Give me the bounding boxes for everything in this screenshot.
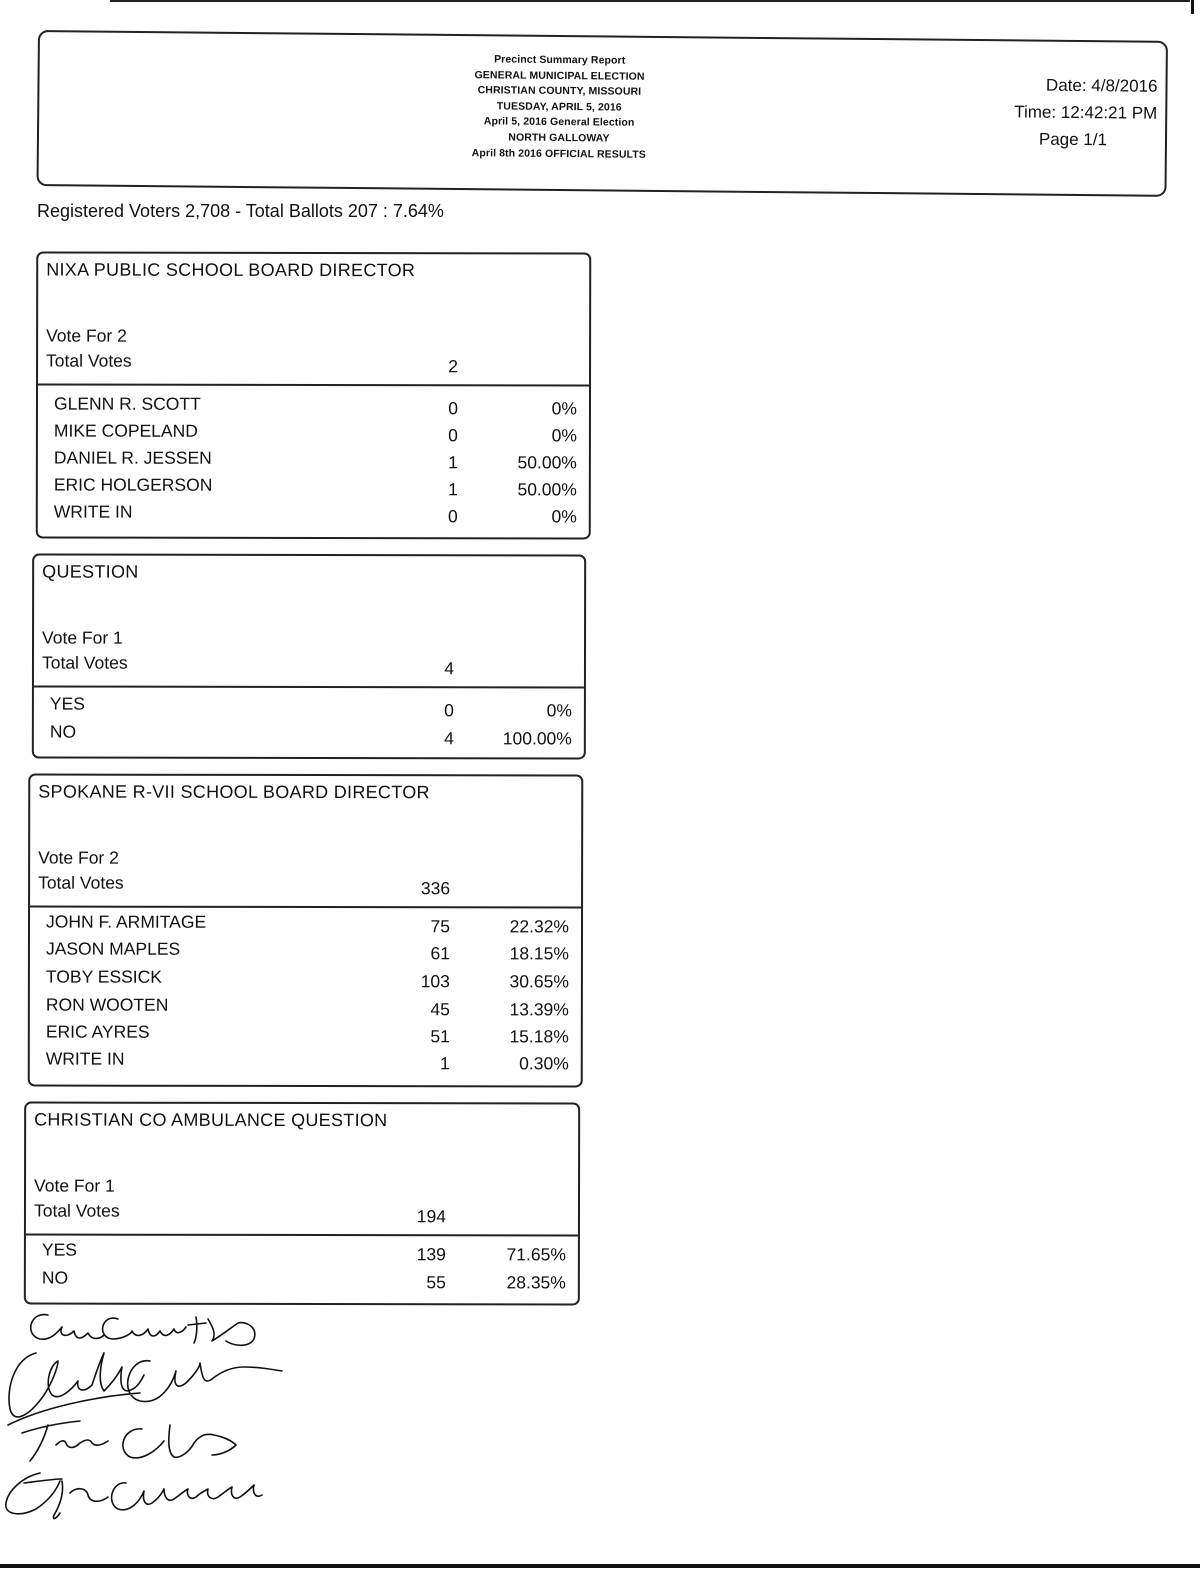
vote-percent: 0% (546, 700, 572, 721)
header-divider (38, 384, 589, 387)
contest-box (28, 774, 584, 1088)
result-row (38, 475, 589, 504)
result-row (38, 448, 589, 477)
total-votes-value: 4 (444, 658, 454, 679)
option-name: YES (41, 1239, 77, 1260)
report-time: Time: 12:42:21 PM (1014, 102, 1158, 123)
vote-percent: 0% (551, 425, 577, 446)
vote-count: 55 (426, 1272, 446, 1293)
result-row (30, 995, 581, 1024)
total-votes-value: 336 (420, 878, 451, 899)
vote-percent: 0.30% (519, 1053, 569, 1074)
vote-count: 45 (430, 999, 450, 1020)
registered-voters-summary: Registered Voters 2,708 - Total Ballots 207 : 7.64% (37, 201, 444, 221)
vote-percent: 28.35% (506, 1272, 566, 1293)
total-votes-label: Total Votes (33, 1200, 120, 1221)
vote-count: 0 (444, 700, 454, 721)
vote-percent: 50.00% (517, 452, 577, 473)
election-label: April 5, 2016 General Election (483, 115, 635, 130)
candidate-name: WRITE IN (45, 1048, 125, 1069)
report-date: Date: 4/8/2016 (1045, 75, 1158, 96)
candidate-name: DANIEL R. JESSEN (53, 447, 212, 468)
result-row (38, 421, 589, 450)
vote-for-label: Vote For 2 (38, 847, 119, 868)
vote-count: 1 (448, 479, 458, 500)
vote-count: 1 (440, 1053, 450, 1074)
total-votes-label: Total Votes (41, 652, 128, 673)
report-title-block (339, 51, 780, 164)
total-votes-label: Total Votes (38, 872, 124, 893)
result-row (38, 394, 589, 423)
county-name: CHRISTIAN COUNTY, MISSOURI (477, 84, 642, 98)
result-row (34, 694, 584, 723)
scan-edge-bottom (0, 1564, 1200, 1568)
candidate-name: TOBY ESSICK (45, 966, 163, 987)
vote-percent: 22.32% (509, 916, 570, 937)
signature-4 (6, 1473, 262, 1519)
report-meta (957, 71, 1158, 154)
candidate-name: ERIC AYRES (45, 1021, 150, 1042)
result-row (38, 502, 589, 531)
signature-1 (31, 1315, 255, 1346)
vote-for-label: Vote For 2 (46, 325, 127, 346)
result-row (26, 1268, 578, 1297)
header-divider (26, 1234, 578, 1237)
vote-percent: 0% (551, 506, 577, 527)
contest-title: CHRISTIAN CO AMBULANCE QUESTION (34, 1109, 388, 1131)
vote-count: 0 (448, 425, 458, 446)
candidate-name: JASON MAPLES (45, 938, 181, 959)
contest-title: SPOKANE R-VII SCHOOL BOARD DIRECTOR (38, 781, 430, 803)
vote-percent: 71.65% (506, 1244, 566, 1265)
result-row (26, 1240, 578, 1269)
vote-count: 61 (430, 943, 450, 964)
scan-edge-corner (1183, 0, 1194, 14)
handwritten-signatures (0, 1305, 320, 1535)
header-divider (34, 686, 584, 689)
option-name: NO (49, 721, 77, 742)
vote-count: 4 (444, 728, 454, 749)
vote-percent: 30.65% (509, 971, 569, 992)
results-status: April 8th 2016 OFFICIAL RESULTS (471, 146, 647, 161)
contest-box (36, 252, 592, 540)
header-divider (30, 906, 581, 909)
candidate-name: MIKE COPELAND (53, 420, 198, 441)
result-row (34, 722, 584, 751)
vote-percent: 50.00% (517, 479, 577, 500)
option-name: NO (41, 1267, 69, 1288)
total-votes-value: 2 (448, 356, 459, 377)
result-row (30, 1022, 581, 1051)
result-row (30, 912, 581, 941)
signature-3 (22, 1421, 236, 1461)
option-name: YES (49, 693, 85, 714)
election-name: GENERAL MUNICIPAL ELECTION (474, 68, 645, 83)
signature-2 (8, 1353, 282, 1425)
vote-count: 0 (448, 398, 458, 419)
candidate-name: RON WOOTEN (45, 994, 169, 1015)
result-row (30, 939, 581, 968)
result-row (30, 1049, 581, 1078)
vote-percent: 100.00% (502, 728, 572, 749)
candidate-name: WRITE IN (53, 501, 133, 522)
vote-percent: 18.15% (509, 943, 569, 964)
vote-count: 1 (448, 452, 458, 473)
vote-percent: 15.18% (509, 1026, 569, 1047)
vote-percent: 13.39% (509, 999, 569, 1020)
vote-count: 0 (448, 506, 458, 527)
vote-count: 139 (416, 1244, 446, 1265)
result-row (30, 967, 581, 996)
contest-title: NIXA PUBLIC SCHOOL BOARD DIRECTOR (46, 259, 416, 281)
vote-count: 75 (430, 916, 451, 937)
report-header (37, 30, 1168, 197)
page-number: Page 1/1 (1038, 129, 1108, 150)
total-votes-value: 194 (416, 1206, 446, 1227)
total-votes-label: Total Votes (46, 350, 132, 371)
vote-for-label: Vote For 1 (42, 627, 123, 648)
candidate-name: JOHN F. ARMITAGE (45, 911, 207, 932)
candidate-name: GLENN R. SCOTT (53, 393, 201, 414)
contest-title: QUESTION (42, 561, 139, 582)
vote-count: 103 (420, 971, 450, 992)
vote-for-label: Vote For 1 (34, 1175, 115, 1196)
contest-box (32, 554, 586, 760)
election-date: TUESDAY, APRIL 5, 2016 (496, 100, 622, 114)
scan-edge-top (110, 0, 1190, 5)
report-title: Precinct Summary Report (494, 53, 626, 67)
precinct-name: NORTH GALLOWAY (508, 131, 610, 145)
candidate-name: ERIC HOLGERSON (53, 474, 213, 495)
vote-percent: 0% (551, 398, 577, 419)
vote-count: 51 (430, 1026, 450, 1047)
contest-box (24, 1102, 580, 1306)
